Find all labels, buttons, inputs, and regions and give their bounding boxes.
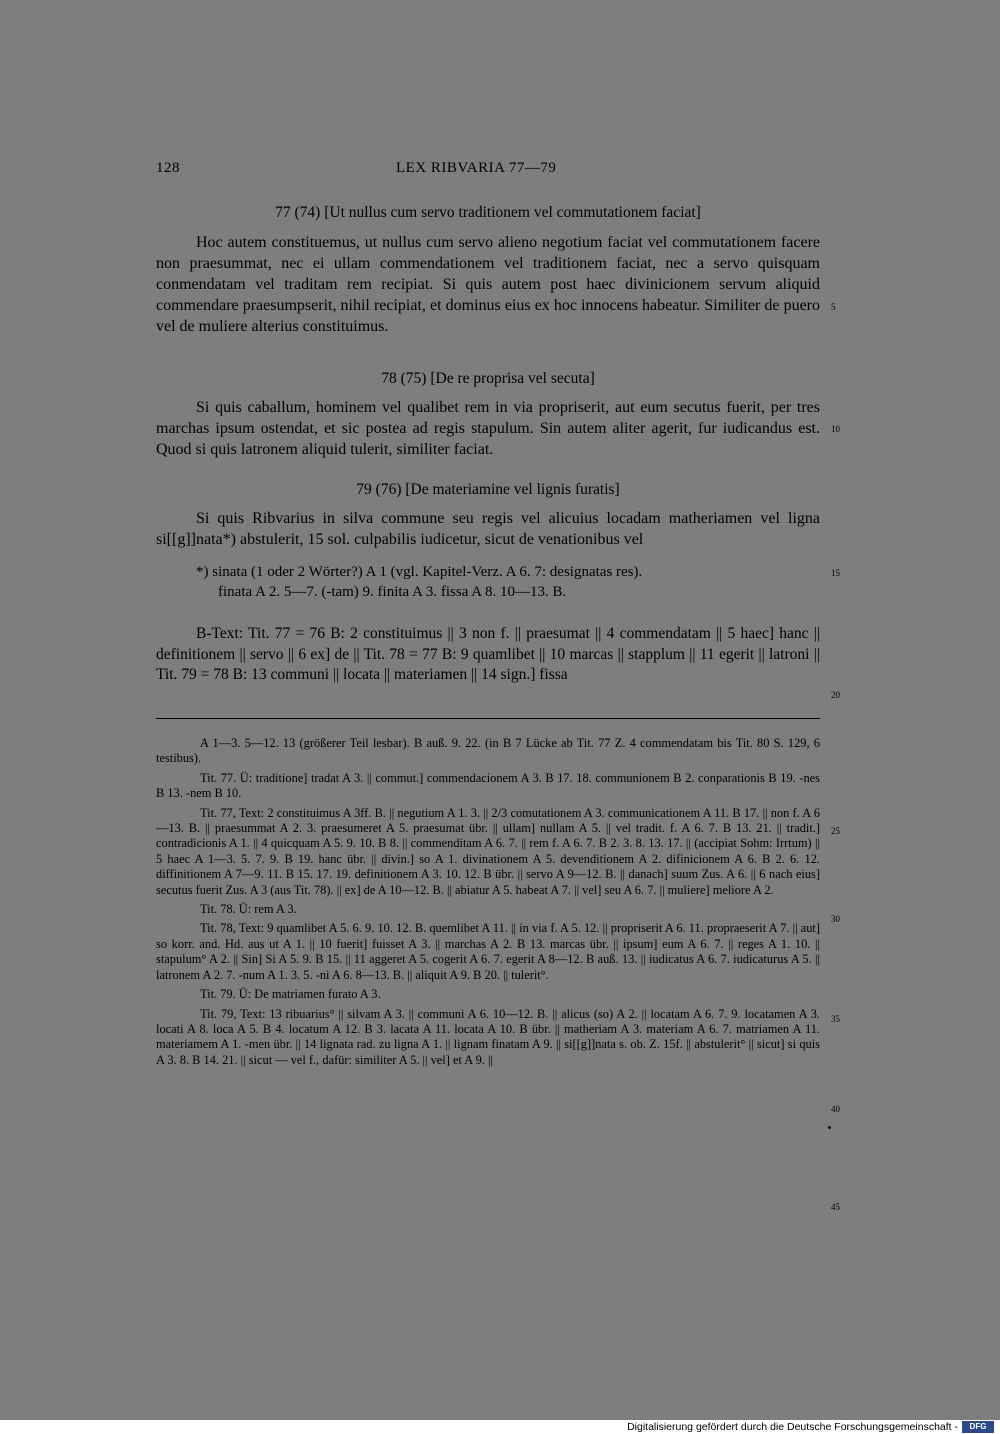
section-title: 79 (76) [De materiamine vel lignis furatis] (356, 481, 620, 498)
apparatus-entry: Tit. 77. Ü: traditione] tradat A 3. || commut.] commendacionem A 3. B 17. 18. communionem B 2. conparationis B 19. -nes B 13. -nem B 10. (156, 770, 820, 801)
apparatus-entry: Tit. 79, Text: 13 ribuarius° || silvam A 3. || communi A 6. 10—12. B. || alicus (so) A 2. || locatam A 6. 7. 9. locatamen A 3. locati A 8. loca A 5. B 4. locatum A 12. B 3. lacata A 11. locata A 10. B übr. || matheriam A 3. materiam A 6. 7. matriamen A 11. materiamem A 1. -men übr. || 14 lignata rad. zu ligna A 1. || lignam finatam A 9. || si[[g]]nata s. ob. Z. 15f. || abstulerit° || sicut] si quis A 3. 8. B 14. 21. || sicut — vel f., dafür: similiter A 5. || vel] et A 9. || (156, 1006, 820, 1067)
footer-bar (0, 1420, 1000, 1434)
critical-apparatus (156, 736, 820, 1072)
line-number: 45 (831, 1202, 840, 1212)
line-number: 35 (831, 1014, 840, 1024)
section-body (156, 232, 820, 337)
page-number: 128 (156, 160, 180, 176)
section-title: 77 (74) [Ut nullus cum servo traditionem vel commutationem faciat] (275, 204, 701, 221)
section-body (156, 397, 820, 460)
apparatus-entry: A 1—3. 5—12. 13 (größerer Teil lesbar). B auß. 9. 22. (in B 7 Lücke ab Tit. 77 Z. 4 commendatam bis Tit. 80 S. 129, 6 testibus). (156, 736, 820, 766)
apparatus-rule (156, 718, 820, 719)
line-number: 40 (831, 1104, 840, 1114)
section-text: Hoc autem constituemus, ut nullus cum servo alieno negotium faciat vel commutationem facere non praesummat, nec ei ullam commendationem vel traditionem faciat, nec a servo quisquam conmendatam vel traditam rem recipiat. Si quis autem post haec divinicionem servum aliquid commendare praesumpserit, nihil recipiat, et dominus eius ex hoc innocens habeatur. Similiter de puero vel de muliere alterius constituimus. (156, 234, 820, 335)
line-number: 30 (831, 914, 840, 924)
footnote-line: *) sinata (1 oder 2 Wörter?) A 1 (vgl. Kapitel-Verz. A 6. 7: designatas res). (196, 564, 643, 580)
funding-notice: Digitalisierung gefördert durch die Deutsche Forschungsgemeinschaft - (627, 1421, 958, 1433)
running-title: LEX RIBVARIA 77—79 (396, 160, 557, 176)
dfg-logo: DFG (962, 1421, 994, 1433)
section-text: Si quis Ribvarius in silva commune seu regis vel alicuius locadam matheriamen vel ligna si[[g]]nata*) abstulerit, 15 sol. culpabilis iudicetur, sicut de venationibus vel (156, 510, 820, 548)
apparatus-entry: Tit. 79. Ü: De matriamen furato A 3. (200, 987, 381, 1002)
apparatus-entry: Tit. 77, Text: 2 constituimus A 3ff. B. || negutium A 1. 3. || 2/3 comutationem A 3. communicationem A 11. B 17. || non f. A 6—13. B. || praesummat A 2. 3. praesumeret A 5. praesumat übr. || ullam] nullam A 5. || vel tradit. f. A 6. 7. B 13. 21. || tradit.] contradicionis A 1. || 4 quicquam A 5. 9. 10. B 8. || commenditam A 6. 7. || rem f. A 6. 7. B 2. 3. 8. 13. 17. || (accipiat Sohm: Irrtum) || 5 haec A 1—3. 5. 7. 9. B 19. hanc übr. || divin.] so A 1. divinationem A 5. devenditionem A 2. difinicionem A 6. B 2. 6. 12. diffinitionem A 7—9. 11. B 15. 17. 19. definitionem A 3. 10. 12. B übr. || servo A 9—12. B. || danach] suum Zus. A 6. || 6 nach eius] secutus fuerit Zus. A 3 (aus Tit. 78). || ex] de A 10—12. B. || abiatur A 5. habeat A 7. || vel] seu A 6. 7. || muliere] meliore A 2. (156, 805, 820, 897)
text-footnote (196, 562, 820, 602)
apparatus-entry: Tit. 78, Text: 9 quamlibet A 5. 6. 9. 10. 12. B. quemlibet A 11. || in via f. A 5. 12. || propriserit A 6. 11. propraeserit A 7. || aut] so korr. and. Hd. aus ut A 1. || 10 fuerit] fuisset A 3. || marchas A 2. B 13. marcas übr. || ipsum] eum A 6. 7. || reges A 1. 10. || stapulum° A 2. || Sin] Si A 5. 9. B 15. || 11 aggeret A 5. cogerit A 6. 7. egerit A 8—12. B auß. 13. || iudicatus A 6. 7. iudicaturus A 5. || latronem A 2. 7. -num A 1. 3. 5. -ni A 6. 8—13. B. || aliquit A 9. B 20. || tulerit°. (156, 921, 820, 982)
b-text-block (156, 624, 820, 686)
page-header (156, 160, 820, 182)
section-body (156, 508, 820, 550)
line-number: 10 (831, 424, 840, 434)
footnote-line: finata A 2. 5—7. (-tam) 9. finita A 3. fissa A 8. 10—13. B. (218, 584, 567, 600)
section-text: Si quis caballum, hominem vel qualibet rem in via propriserit, aut eum secutus fuerit, per tres marchas ipsum ostendat, et sic postea ad regis stapulum. Sin autem aliter agerit, fur iudicandus est. Quod si quis latronem aliquid tulerit, similiter faciat. (156, 399, 820, 458)
b-text: B-Text: Tit. 77 = 76 B: 2 constituimus || 3 non f. || praesumat || 4 commendatam || 5 haec] hanc || definitionem || servo || 6 ex] de || Tit. 78 = 77 B: 9 quamlibet || 10 marcas || stapplum || 11 egerit || latroni || Tit. 79 = 78 B: 13 communi || locata || materiamen || 14 sign.] fissa (156, 625, 820, 683)
line-number: 20 (831, 690, 840, 700)
section-title: 78 (75) [De re proprisa vel secuta] (381, 370, 595, 387)
line-number: 5 (831, 302, 836, 312)
line-number: 25 (831, 826, 840, 836)
apparatus-entry: Tit. 78. Ü: rem A 3. (200, 902, 297, 917)
line-number: 15 (831, 568, 840, 578)
margin-mark (828, 1126, 831, 1129)
